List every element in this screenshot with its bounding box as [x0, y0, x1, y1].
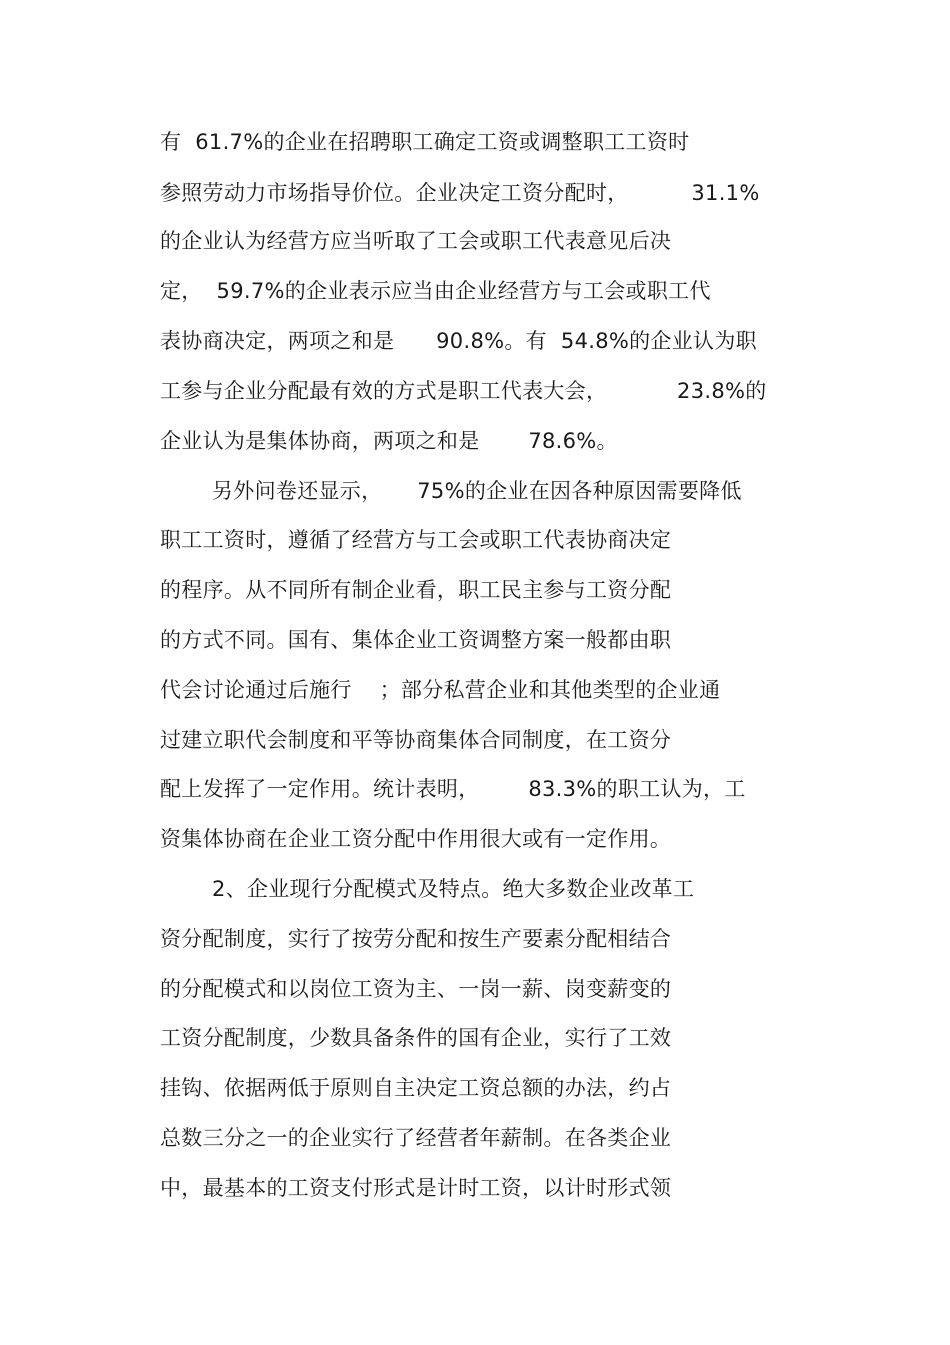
text-line: 资集体协商在企业工资分配中作用很大或有一定作用。 — [160, 827, 672, 851]
text-line: 工参与企业分配最有效的方式是职工代表大会， 23.8%的 — [160, 379, 767, 403]
text-line: 参照劳动力市场指导价位。企业决定工资分配时， 31.1% — [160, 181, 760, 205]
text-line: 企业认为是集体协商，两项之和是 78.6%。 — [160, 429, 618, 453]
text-line: 中，最基本的工资支付形式是计时工资，以计时形式领 — [160, 1176, 672, 1200]
text-line: 代会讨论通过后施行 ；部分私营企业和其他类型的企业通 — [160, 678, 721, 702]
text-line: 的程序。从不同所有制企业看，职工民主参与工资分配 — [160, 578, 672, 602]
text-line: 工资分配制度，少数具备条件的国有企业，实行了工效 — [160, 1026, 672, 1050]
text-line: 定， 59.7%的企业表示应当由企业经营方与工会或职工代 — [160, 279, 711, 303]
text-line: 配上发挥了一定作用。统计表明， 83.3%的职工认为，工 — [160, 777, 746, 801]
text-line: 的方式不同。国有、集体企业工资调整方案一般都由职 — [160, 628, 672, 652]
text-line: 职工工资时，遵循了经营方与工会或职工代表协商决定 — [160, 528, 672, 552]
text-line: 2、企业现行分配模式及特点。绝大多数企业改革工 — [212, 877, 695, 901]
text-line: 有 61.7%的企业在招聘职工确定工资或调整职工工资时 — [160, 130, 690, 154]
text-line: 另外问卷还显示， 75%的企业在因各种原因需要降低 — [212, 479, 742, 503]
text-line: 的企业认为经营方应当听取了工会或职工代表意见后决 — [160, 229, 672, 253]
text-line: 过建立职代会制度和平等协商集体合同制度，在工资分 — [160, 728, 672, 752]
text-line: 资分配制度，实行了按劳分配和按生产要素分配相结合 — [160, 927, 672, 951]
text-line: 的分配模式和以岗位工资为主、一岗一薪、岗变薪变的 — [160, 977, 672, 1001]
text-line: 挂钩、依据两低于原则自主决定工资总额的办法，约占 — [160, 1076, 672, 1100]
text-line: 总数三分之一的企业实行了经营者年薪制。在各类企业 — [160, 1126, 672, 1150]
text-line: 表协商决定，两项之和是 90.8%。有 54.8%的企业认为职 — [160, 329, 757, 353]
